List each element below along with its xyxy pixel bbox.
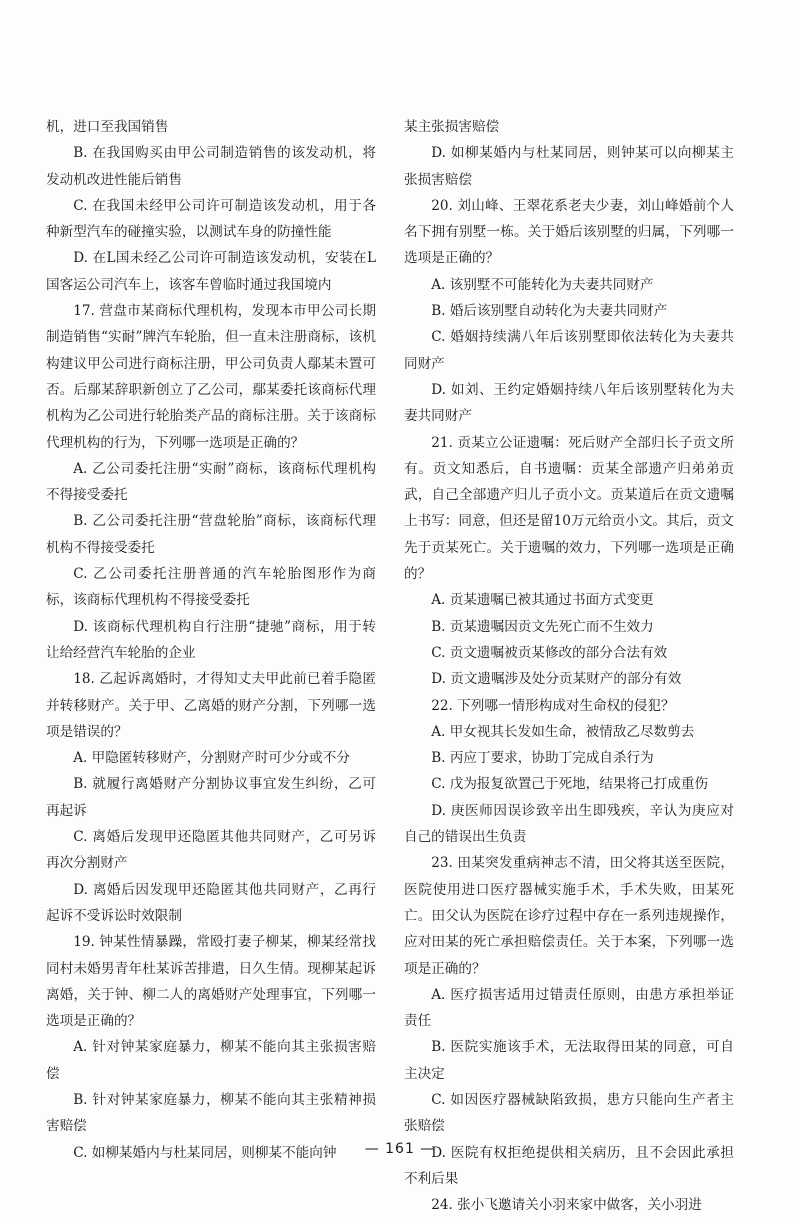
answer-option: A. 医疗损害适用过错责任原则，由患方承担举证责任 <box>404 986 734 1030</box>
question-stem: 20. 刘山峰、王翠花系老夫少妻，刘山峰婚前个人名下拥有别墅一栋。关于婚后该别墅的归属，下列哪一选项是正确的？ <box>404 197 734 267</box>
answer-option: B. 贡某遗嘱因贡文先死亡而不生效力 <box>431 618 654 635</box>
question-stem: 21. 贡某立公证遗嘱：死后财产全部归长子贡文所有。贡文知悉后，自书遗嘱：贡某全部遗产归弟弟贡武，自己全部遗产归儿子贡小文。贡某道后在贡文遗嘱上书写：同意，但还是留10万元给贡小文。其后，贡文先于贡某死亡。关于遗嘱的效力，下列哪一选项是正确的？ <box>404 434 734 583</box>
answer-option: C. 戊为报复欲置己于死地，结果将己打成重伤 <box>431 776 709 793</box>
answer-option: D. 该商标代理机构自行注册“捷驰”商标，用于转让给经营汽车轮胎的企业 <box>46 618 376 661</box>
answer-option: C. 在我国未经甲公司许可制造该发动机，用于各种新型汽车的碰撞实验，以测试车身的防撞性能 <box>46 197 376 241</box>
answer-option: C. 贡文遗嘱被贡某修改的部分合法有效 <box>431 644 668 661</box>
answer-option: B. 丙应丁要求，协助丁完成自杀行为 <box>431 750 654 767</box>
answer-option: D. 离婚后因发现甲还隐匿其他共同财产，乙再行起诉不受诉讼时效限制 <box>46 881 376 924</box>
question-stem: 19. 钟某性情暴躁，常殴打妻子柳某，柳某经常找同村未婚男青年杜某诉苦排遣，日久生情。现柳某起诉离婚，关于钟、柳二人的离婚财产处理事宜，下列哪一选项是正确的？ <box>46 934 376 1030</box>
answer-option: D. 贡文遗嘱涉及处分贡某财产的部分有效 <box>431 671 682 688</box>
answer-option: C. 如柳某婚内与杜某同居，则柳某不能向钟 <box>73 1144 337 1161</box>
answer-option: A. 甲隐匿转移财产，分割财产时可少分或不分 <box>73 750 350 767</box>
answer-option: C. 乙公司委托注册普通的汽车轮胎图形作为商标，该商标代理机构不得接受委托 <box>46 566 376 609</box>
answer-option: D. 如柳某婚内与杜某同居，则钟某可以向柳某主张损害赔偿 <box>404 145 734 188</box>
answer-option: B. 针对钟某家庭暴力，柳某不能向其主张精神损害赔偿 <box>46 1091 376 1135</box>
question-stem: 22. 下列哪一情形构成对生命权的侵犯？ <box>431 697 675 714</box>
right-column <box>404 114 734 1218</box>
answer-option: A. 贡某遗嘱已被其通过书面方式变更 <box>431 592 654 609</box>
answer-option: A. 甲女视其长发如生命，被情敌乙尽数剪去 <box>431 723 695 740</box>
answer-option: D. 如刘、王约定婚姻持续八年后该别墅转化为夫妻共同财产 <box>404 381 734 425</box>
continued-text: 某主张损害赔偿 <box>404 119 500 135</box>
answer-option: B. 在我国购买由甲公司制造销售的该发动机，将发动机改进性能后销售 <box>46 145 376 188</box>
answer-option: B. 医院实施该手术，无法取得田某的同意，可自主决定 <box>404 1039 734 1082</box>
question-stem: 23. 田某突发重病神志不清，田父将其送至医院，医院使用进口医疗器械实施手术，手术失败，田某死亡。田父认为医院在诊疗过程中存在一系列违规操作，应对田某的死亡承担赔偿责任。关于本案，下列哪一选项是正确的？ <box>404 855 734 977</box>
continued-text: 机，进口至我国销售 <box>46 119 169 135</box>
answer-option: B. 就履行离婚财产分割协议事宜发生纠纷，乙可再起诉 <box>46 776 376 819</box>
answer-option: D. 庚医师因误诊致辛出生即残疾，辛认为庚应对自己的错误出生负责 <box>404 802 734 846</box>
answer-option: A. 针对钟某家庭暴力，柳某不能向其主张损害赔偿 <box>46 1039 376 1082</box>
answer-option: A. 乙公司委托注册“实耐”商标，该商标代理机构不得接受委托 <box>46 460 376 504</box>
answer-option: B. 乙公司委托注册“营盘轮胎”商标，该商标代理机构不得接受委托 <box>46 513 376 556</box>
answer-option: B. 婚后该别墅自动转化为夫妻共同财产 <box>431 303 668 320</box>
question-stem: 18. 乙起诉离婚时，才得知丈夫甲此前已着手隐匿并转移财产。关于甲、乙离婚的财产分割，下列哪一选项是错误的？ <box>46 671 376 740</box>
answer-option: C. 婚姻持续满八年后该别墅即依法转化为夫妻共同财产 <box>404 329 734 372</box>
answer-option: D. 医院有权拒绝提供相关病历，且不会因此承担不利后果 <box>404 1144 734 1187</box>
question-stem: 24. 张小飞邀请关小羽来家中做客，关小羽进 <box>431 1197 702 1214</box>
answer-option: A. 该别墅不可能转化为夫妻共同财产 <box>431 276 654 293</box>
answer-option: D. 在L国未经乙公司许可制造该发动机，安装在L国客运公司汽车上，该客车曾临时通过我国境内 <box>46 250 376 293</box>
left-column <box>46 114 376 1166</box>
question-stem: 17. 营盘市某商标代理机构，发现本市甲公司长期制造销售“实耐”牌汽车轮胎，但一直未注册商标，该机构建议甲公司进行商标注册，甲公司负责人鄢某未置可否。后鄢某辞职新创立了乙公司，鄢某委托该商标代理机构为乙公司进行轮胎类产品的商标注册。关于该商标代理机构的行为，下列哪一选项是正确的？ <box>46 303 376 451</box>
answer-option: C. 离婚后发现甲还隐匿其他共同财产，乙可另诉再次分割财产 <box>46 829 376 872</box>
answer-option: C. 如因医疗器械缺陷致损，患方只能向生产者主张赔偿 <box>404 1091 734 1135</box>
page-number: — 161 — <box>364 1141 436 1157</box>
